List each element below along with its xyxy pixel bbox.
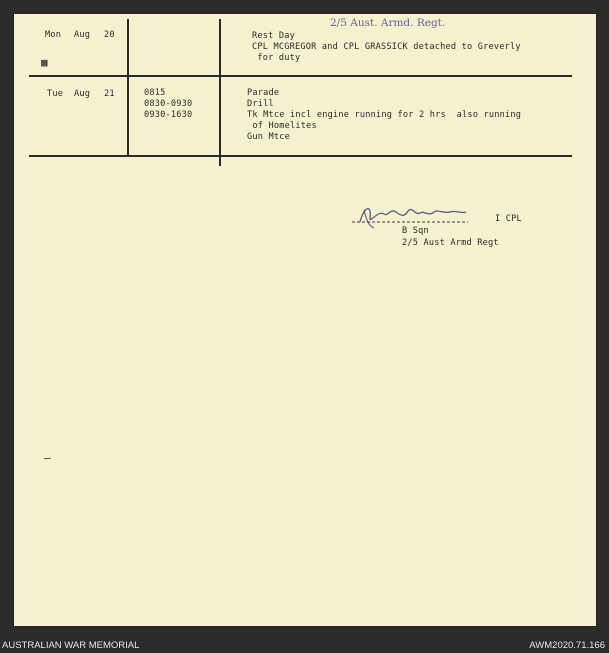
column-rule-left <box>127 19 129 156</box>
entry-day: Tue <box>47 89 64 99</box>
activity-line: Rest Day <box>252 31 295 41</box>
entry-date-number: 21 <box>104 89 115 99</box>
activity-line: of Homelites <box>247 121 317 131</box>
margin-tick <box>44 458 51 459</box>
unit-stamp: 2/5 Aust. Armd. Regt. <box>330 17 446 29</box>
row-rule-1 <box>29 75 572 77</box>
activity-line: Parade <box>247 88 280 98</box>
ink-smudge: ■ <box>41 56 48 69</box>
activity-line: Gun Mtce <box>247 132 290 142</box>
activity-line: Tk Mtce incl engine running for 2 hrs also running <box>247 110 522 120</box>
signatory-rank: I CPL <box>495 214 522 224</box>
row-rule-2 <box>29 155 572 157</box>
column-rule-right <box>219 19 221 166</box>
time-entry: 0815 <box>144 88 166 98</box>
signatory-regiment: 2/5 Aust Armd Regt <box>402 238 499 248</box>
activity-line: CPL MCGREGOR and CPL GRASSICK detached to Greverly <box>252 42 521 52</box>
activity-line: Drill <box>247 99 274 109</box>
diary-page <box>14 14 596 626</box>
time-entry: 0830-0930 <box>144 99 193 109</box>
entry-date-number: 20 <box>104 30 115 40</box>
time-entry: 0930-1630 <box>144 110 193 120</box>
footer-right: AWM2020.71.166 <box>529 640 605 651</box>
entry-month: Aug <box>74 89 91 99</box>
footer-left: AUSTRALIAN WAR MEMORIAL <box>2 640 140 651</box>
entry-month: Aug <box>74 30 91 40</box>
entry-day: Mon <box>45 30 62 40</box>
signatory-squadron: B Sqn <box>402 226 429 236</box>
activity-line: for duty <box>252 53 301 63</box>
